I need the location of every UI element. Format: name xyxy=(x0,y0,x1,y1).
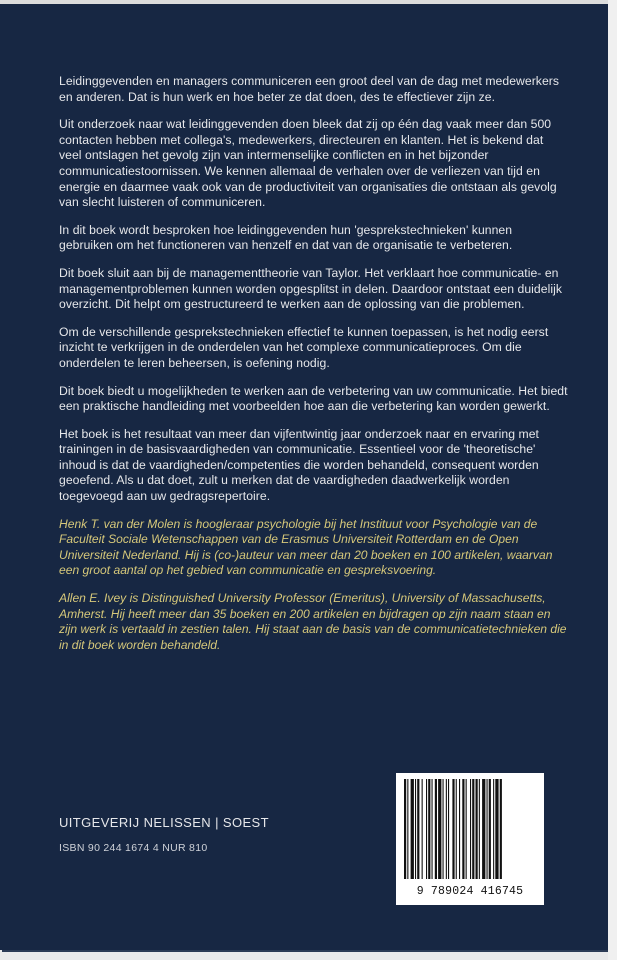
isbn-line: ISBN 90 244 1674 4 NUR 810 xyxy=(59,842,208,854)
blurb-paragraph: Dit boek sluit aan bij de managementtheorie van Taylor. Het verklaart hoe communicatie- en managementproblemen kunnen worden opgesplitst in delen. Daardoor ontstaat een duidelijk overzicht. Dit helpt om gestructureerd te werken aan de oplossing van die problemen. xyxy=(59,265,563,312)
blurb-paragraph: Het boek is het resultaat van meer dan vijfentwintig jaar onderzoek naar en ervaring met trainingen in de basisvaardigheden van communicatie. Essentieel voor de 'theoretische' inhoud is dat de vaardigheden/competenties die worden behandeld, consequent worden geoefend. Als u dat doet, zult u merken dat de vaardigheden daadwerkelijk worden toegevoegd aan uw gedragsrepertoire. xyxy=(59,426,539,504)
cover-top-edge xyxy=(0,0,608,4)
blurb-paragraph: Om de verschillende gesprekstechnieken effectief te kunnen toepassen, is het nodig eerst inzicht te verkrijgen in de onderdelen van het complexe communicatieproces. Om die onderdelen te leren beheersen, is oefening nodig. xyxy=(59,324,549,370)
blurb-paragraph: Dit boek biedt u mogelijkheden te werken aan de verbetering van uw communicatie. Het biedt een praktische handleiding met voorbeelden hoe aan die verbetering kan worden gewerkt. xyxy=(59,383,568,414)
publisher-name: UITGEVERIJ NELISSEN | SOEST xyxy=(59,815,269,830)
blurb-paragraph: Leidinggevenden en managers communiceren een groot deel van de dag met medewerkers en anderen. Dat is hun werk en hoe beter ze dat doen, des te effectiever zijn ze. xyxy=(59,74,560,104)
barcode-icon xyxy=(402,779,538,883)
barcode-number: 9 789024 416745 xyxy=(416,885,524,898)
author-bio-molen: Henk T. van der Molen is hoogleraar psychologie bij het Instituut voor Psychologie van de Faculteit Sociale Wetenschappen van de Erasmus Universiteit Rotterdam en de Open Universiteit Nederland. Hij is (co-)auteur van meer dan 20 boeken en 100 artikelen, waarvan een groot aantal op het gebied van communicatie en gespreksvoering. xyxy=(59,516,553,578)
blurb-paragraph: In dit boek wordt besproken hoe leidinggevenden hun 'gesprekstechnieken' kunnen gebruiken om het functioneren van henzelf en dat van de organisatie te verbeteren. xyxy=(59,222,513,253)
page-edge xyxy=(608,0,617,960)
blurb-paragraph: Uit onderzoek naar wat leidinggevenden doen bleek dat zij op één dag vaak meer dan 500 contacten hebben met collega's, medewerkers, directeuren en klanten. Het is bekend dat veel ontslagen het gevolg zijn van intermenselijke conflicten en in het bijzonder communicatiestoornissen. We kennen allemaal de verhalen over de verliezen van tijd en energie en daarmee vaak ook van de productiviteit van organisaties die ontstaan als gevolg van slecht luisteren of communiceren. xyxy=(59,117,557,210)
blurb-text xyxy=(59,74,569,665)
author-bio-ivey: Allen E. Ivey is Distinguished University Professor (Emeritus), University of Massachusetts, Amherst. Hij heeft meer dan 35 boeken en 200 artikelen en bijdragen op zijn naam staan en zijn werk is vertaald in zestien talen. Hij staat aan de basis van de communicatietechnieken die in dit boek worden behandeld. xyxy=(59,591,567,652)
barcode xyxy=(396,773,544,905)
